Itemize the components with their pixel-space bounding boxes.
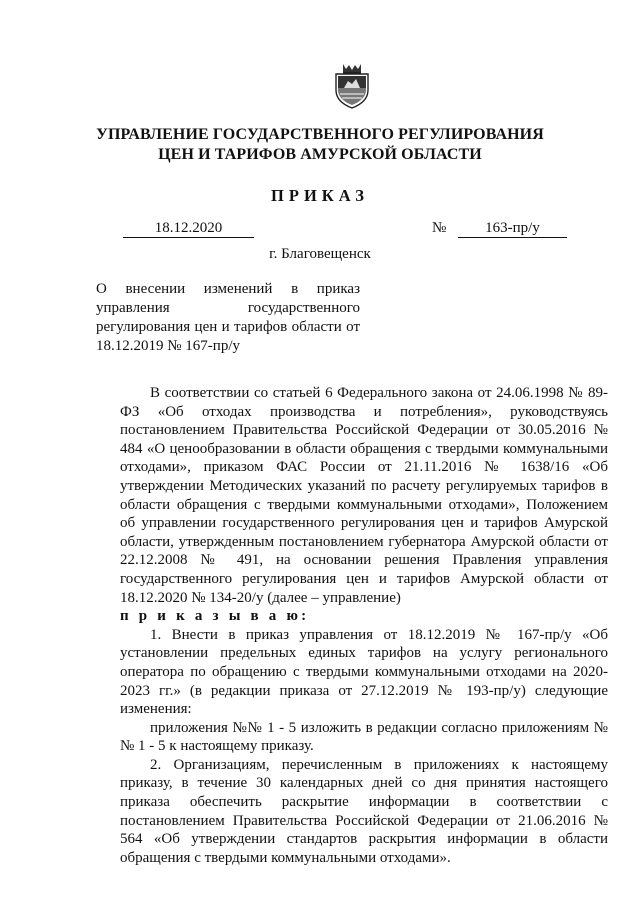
organization-name-line-1: УПРАВЛЕНИЕ ГОСУДАРСТВЕННОГО РЕГУЛИРОВАНИЯ — [96, 126, 544, 143]
item-2-paragraph: 2. Организациям, перечисленным в приложениях к настоящему приказу, в течение 30 календарных дней со дня принятия настоящего приказа обеспечить раскрытие информации в соответствии с постановлением Правительства Российской Федерации от 21.06.2016 № 564 «Об утверждении стандартов раскрытия информации в области обращения с твердыми коммунальными отходами». — [120, 756, 608, 866]
amur-region-emblem — [330, 60, 374, 110]
organization-name-line-2: ЦЕН И ТАРИФОВ АМУРСКОЙ ОБЛАСТИ — [158, 146, 482, 163]
item-1-paragraph: 1. Внести в приказ управления от 18.12.2019 № 167-пр/у «Об установлении предельных единых тарифов на услугу регионального оператора по обращению с твердыми коммунальными отходами на 2020-2023 гг.» (в редакции приказа от 27.12.2019 № 193-пр/у) следующие изменения: — [120, 626, 608, 718]
number-sign: № — [432, 220, 447, 236]
city: г. Благовещенск — [269, 246, 371, 262]
order-word: п р и к а з ы в а ю: — [120, 608, 310, 625]
document-type-title: ПРИКАЗ — [271, 186, 369, 205]
document-number: 163-пр/у — [458, 219, 567, 238]
document-body — [120, 384, 608, 867]
document-date: 18.12.2020 — [123, 219, 254, 238]
document-subject: О внесении изменений в приказ управления государственного регулирования цен и тарифов области от 18.12.2019 № 167-пр/у — [96, 281, 360, 354]
preamble-paragraph: В соответствии со статьей 6 Федерального закона от 24.06.1998 № 89-ФЗ «Об отходах производства и потребления», руководствуясь постановлением Правительства Российской Федерации от 30.05.2016 № 484 «О ценообразовании в области обращения с твердыми коммунальными отходами», приказом ФАС России от 21.11.2016 № 1638/16 «Об утверждении Методических указаний по расчету регулируемых тарифов в области обращения с твердыми коммунальными отходами», Положением об управлении государственного регулирования цен и тарифов Амурской области, утвержденным постановлением губернатора Амурской области от 22.12.2008 № 491, на основании решения Правления управления государственного регулирования цен и тарифов Амурской области от 18.12.2020 № 134-20/у (далее – управление) — [120, 385, 608, 606]
item-1-sub-paragraph: приложения №№ 1 - 5 изложить в редакции согласно приложениям №№ 1 - 5 к настоящему приказу. — [120, 719, 608, 755]
